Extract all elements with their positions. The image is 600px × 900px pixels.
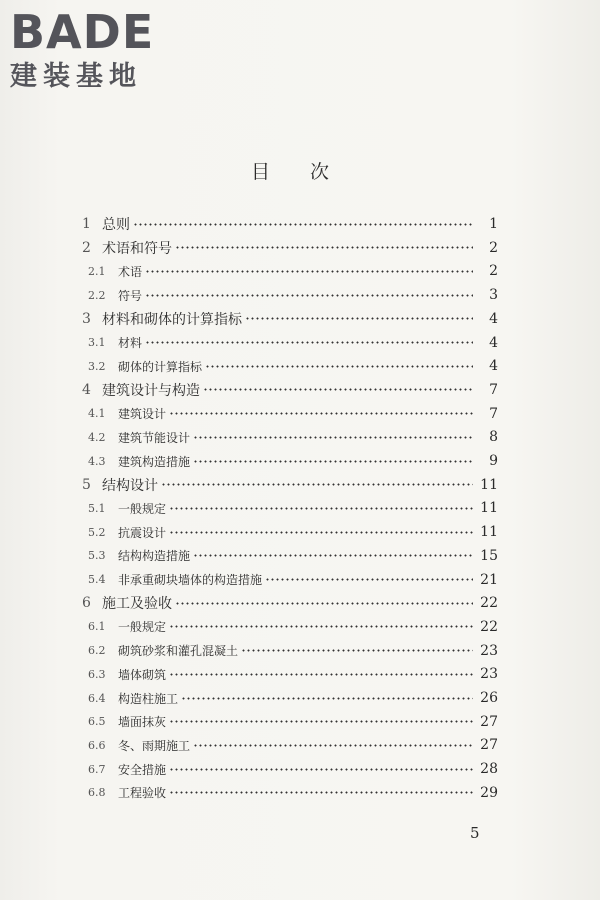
toc-entry-number: 5.1	[88, 501, 106, 515]
toc-entry-title: 非承重砌块墙体的构造措施	[118, 573, 263, 587]
toc-entry-title: 术语	[118, 264, 143, 279]
toc-entry-number: 6.7	[88, 762, 106, 776]
toc-entry	[88, 757, 498, 781]
toc-leader-dots	[169, 410, 473, 418]
toc-entry-title: 一般规定	[118, 620, 167, 635]
toc-entry-number: 5.4	[88, 573, 106, 586]
toc-entry-title: 材料和砌体的计算指标	[102, 311, 242, 328]
toc-leader-dots	[169, 504, 473, 512]
logo-subtitle: 建装基地	[10, 61, 142, 92]
toc-entry	[82, 473, 498, 497]
toc-entry-number: 6.8	[88, 786, 106, 800]
toc-entry-title: 施工及验收	[102, 596, 172, 613]
toc-entry-page: 2	[489, 263, 498, 280]
toc-entry-title: 建筑构造措施	[118, 454, 191, 469]
toc-entry-number: 6.3	[88, 667, 106, 681]
toc-entry-title: 一般规定	[118, 501, 167, 516]
toc-entry-page: 26	[480, 690, 498, 706]
toc-entry-number: 4.3	[88, 454, 106, 468]
toc-leader-dots	[203, 386, 473, 394]
toc-entry-title: 墙体砌筑	[118, 667, 167, 682]
toc-entry	[88, 639, 498, 663]
toc-entry-page: 28	[480, 761, 498, 778]
toc-entry	[88, 449, 498, 473]
toc-entry-title: 工程验收	[118, 786, 167, 801]
toc-entry-number: 4.1	[88, 407, 106, 421]
toc-entry-number: 3	[82, 310, 91, 327]
toc-entry-title: 总则	[102, 217, 130, 233]
toc-entry-page: 7	[489, 405, 498, 422]
toc-entry-title: 砌体的计算指标	[118, 359, 203, 374]
toc-entry-title: 材料	[118, 336, 143, 350]
toc-entry-page: 11	[480, 500, 498, 517]
toc-entry-page: 23	[480, 666, 498, 683]
toc-leader-dots	[245, 315, 473, 323]
toc-entry-title: 墙面抹灰	[118, 715, 167, 730]
toc-entry-number: 6.6	[88, 738, 106, 752]
toc-leader-dots	[145, 339, 473, 347]
toc-entry-title: 建筑设计	[118, 407, 167, 422]
toc-entry-title: 安全措施	[118, 762, 167, 777]
toc-entry-number: 6.1	[88, 620, 106, 634]
toc-leader-dots	[133, 220, 473, 228]
toc-entry	[82, 307, 498, 331]
toc-entry-number: 4	[82, 381, 91, 398]
toc-entry-title: 符号	[118, 288, 143, 303]
toc-entry	[88, 615, 498, 639]
toc-entry	[88, 259, 498, 283]
logo	[10, 4, 180, 94]
toc-entry	[82, 591, 498, 615]
toc-entry-number: 6	[82, 595, 91, 612]
toc-entry	[88, 544, 498, 568]
toc-leader-dots	[161, 481, 473, 489]
toc-entry-number: 3.2	[88, 359, 106, 373]
toc-entry-page: 22	[480, 618, 498, 635]
toc-leader-dots	[205, 362, 473, 370]
toc-entry-number: 2	[82, 239, 91, 256]
toc-leader-dots	[145, 267, 473, 275]
toc-entry-page: 27	[480, 713, 498, 730]
toc-leader-dots	[169, 528, 473, 536]
toc-entry-title: 构造柱施工	[118, 691, 179, 706]
toc-leader-dots	[181, 694, 473, 702]
toc-entry-page: 8	[489, 429, 498, 446]
toc-entry-page: 23	[480, 642, 498, 659]
toc-entry-page: 21	[480, 571, 498, 588]
toc-entry-number: 4.2	[88, 430, 106, 444]
toc-entry-number: 5.2	[88, 525, 106, 539]
toc-leader-dots	[169, 765, 473, 773]
page-title: 目次	[250, 161, 369, 183]
toc-entry	[88, 662, 498, 686]
toc-entry-page: 1	[489, 216, 498, 232]
toc-leader-dots	[169, 623, 473, 631]
toc-entry-title: 建筑节能设计	[118, 430, 191, 445]
toc-leader-dots	[193, 552, 473, 560]
toc-entry-page: 11	[480, 524, 498, 541]
toc-entry-title: 冬、雨期施工	[118, 738, 191, 753]
toc-entry-number: 5	[82, 476, 91, 493]
toc-leader-dots	[169, 670, 473, 678]
page-number: 5	[470, 824, 480, 842]
toc-entry	[82, 212, 498, 236]
toc-leader-dots	[241, 647, 473, 655]
toc-leader-dots	[193, 741, 473, 749]
toc-entry	[88, 283, 498, 307]
toc-entry-number: 3.1	[88, 336, 106, 349]
toc-entry-page: 29	[480, 784, 498, 801]
toc-entry-page: 4	[489, 358, 498, 375]
toc-entry-title: 结构构造措施	[118, 549, 191, 564]
toc-entry-page: 4	[489, 334, 498, 351]
toc-entry-title: 建筑设计与构造	[102, 382, 200, 399]
toc-entry	[88, 781, 498, 805]
toc-leader-dots	[175, 244, 473, 252]
toc-leader-dots	[193, 457, 473, 465]
toc-entry	[82, 378, 498, 402]
toc-entry	[88, 402, 498, 426]
toc-entry	[88, 710, 498, 734]
toc-entry-number: 6.5	[88, 715, 106, 729]
toc-entry-title: 砌筑砂浆和灌孔混凝土	[118, 644, 239, 659]
logo-mark: BADE	[10, 5, 155, 59]
toc-entry-page: 4	[489, 310, 498, 327]
toc-entry-page: 27	[480, 737, 498, 754]
toc-entry-number: 2.2	[88, 288, 106, 302]
toc-entry	[88, 331, 498, 355]
toc-entry-number: 6.4	[88, 691, 106, 705]
toc-entry-title: 结构设计	[102, 477, 158, 494]
toc-leader-dots	[193, 433, 473, 441]
toc-entry-number: 5.3	[88, 549, 106, 563]
toc-entry-page: 2	[489, 239, 498, 256]
toc-entry-title: 抗震设计	[118, 525, 167, 540]
toc-entry-page: 3	[489, 287, 498, 304]
toc-entry-number: 2.1	[88, 264, 106, 278]
toc-entry	[88, 354, 498, 378]
toc-leader-dots	[175, 599, 473, 607]
toc-entry-page: 7	[489, 381, 498, 398]
toc-entry-page: 11	[480, 476, 498, 493]
toc-entry	[88, 520, 498, 544]
toc-leader-dots	[169, 718, 473, 726]
toc-leader-dots	[145, 291, 473, 299]
toc-entry	[88, 686, 498, 710]
toc-entry-page: 15	[480, 547, 498, 564]
toc-entry	[88, 733, 498, 757]
toc-entry-number: 6.2	[88, 644, 106, 658]
toc-leader-dots	[169, 789, 473, 797]
toc-entry-page: 22	[480, 595, 498, 612]
toc-entry	[88, 496, 498, 520]
toc-entry-page: 9	[489, 453, 498, 469]
toc-entry	[82, 236, 498, 260]
toc-entry	[88, 425, 498, 449]
toc-entry-title: 术语和符号	[102, 240, 172, 257]
toc-entry	[88, 568, 498, 592]
toc-leader-dots	[265, 576, 473, 584]
toc-entry-number: 1	[82, 216, 91, 232]
